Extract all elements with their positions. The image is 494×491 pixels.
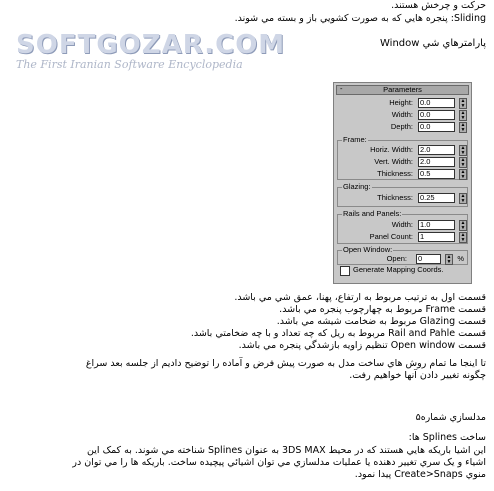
width-spinner[interactable]: ▲ ▼ (460, 110, 466, 121)
open-row (342, 254, 467, 263)
text-line: Sliding: پنجره هايي که به صورت کشويي باز و بسته مي شوند. (234, 13, 486, 24)
rails-width-spinner[interactable]: ▲ ▼ (460, 220, 466, 231)
paragraph-line: قسمت Frame مربوط به چهارچوب پنجره مي باشد. (279, 304, 486, 315)
watermark-brand: SOFTGOZAR.COM (16, 30, 286, 60)
paragraph-line: قسمت Glazing مربوط به ضخامت شيشه مي باشد. (276, 316, 486, 327)
vert-width-field[interactable]: 2.0 (418, 157, 455, 167)
height-row (342, 98, 467, 107)
panel-count-field[interactable]: 1 (418, 232, 455, 242)
frame-group-title: Frame: (343, 135, 367, 144)
watermark-tagline: The First Iranian Software Encyclopedia (16, 58, 243, 71)
panel-count-spinner[interactable]: ▲ ▼ (460, 232, 466, 243)
window-parameters-panel (333, 82, 472, 284)
horiz-width-field[interactable]: 2.0 (418, 145, 455, 155)
vert-width-label: Vert. Width: (374, 157, 413, 166)
vert-width-row (342, 157, 467, 166)
horiz-width-label: Horiz. Width: (370, 145, 413, 154)
frame-thickness-spinner[interactable]: ▲ ▼ (460, 169, 466, 180)
vert-width-spinner[interactable]: ▲ ▼ (460, 157, 466, 168)
paragraph-line: منوي Create>Snaps پيدا نمود. (354, 469, 486, 480)
width-label: Width: (391, 110, 413, 119)
parameters-rollout-header[interactable] (336, 85, 469, 95)
height-label: Height: (389, 98, 413, 107)
panel-count-row (342, 232, 467, 241)
glazing-thickness-field[interactable]: 0.25 (418, 193, 455, 203)
generate-mapping-label: Generate Mapping Coords. (353, 265, 444, 274)
frame-thickness-row (342, 169, 467, 178)
width-field[interactable]: 0.0 (418, 110, 455, 120)
open-label: Open: (386, 254, 407, 263)
paragraph-line: قسمت Rail and Pahle مربوط به ريل که چه تعداد و با چه ضخامتي باشد. (190, 328, 486, 339)
glazing-thickness-spinner[interactable]: ▲ ▼ (460, 193, 466, 204)
rails-panels-group-title: Rails and Panels: (343, 209, 402, 218)
glazing-thickness-label: Thickness: (377, 193, 413, 202)
rollout-title: Parameters (383, 85, 422, 94)
horiz-width-spinner[interactable]: ▲ ▼ (460, 145, 466, 156)
paragraph-line: چگونه تغيير دادن آنها خواهيم رفت. (349, 370, 486, 381)
open-spinner[interactable]: ▲ ▼ (446, 254, 452, 265)
subsection-heading: ساخت Splines ها: (408, 432, 486, 443)
depth-field[interactable]: 0.0 (418, 122, 455, 132)
paragraph-line: تا اينجا ما تمام روش هاي ساخت مدل به صورت پيش فرض و آماده را توضيح داديم از جلسه بعد سراغ (85, 358, 486, 369)
depth-label: Depth: (390, 122, 413, 131)
section-heading: مدلسازي شماره۵ (415, 412, 486, 423)
section-heading: پارامترهاي شي Window (380, 38, 486, 49)
frame-thickness-field[interactable]: 0.5 (418, 169, 455, 179)
open-field[interactable]: 0 (416, 254, 441, 264)
width-row (342, 110, 467, 119)
frame-thickness-label: Thickness: (377, 169, 413, 178)
open-window-group-title: Open Window: (343, 245, 393, 254)
generate-mapping-checkbox[interactable] (340, 266, 350, 276)
depth-spinner[interactable]: ▲ ▼ (460, 122, 466, 133)
glazing-group-title: Glazing: (343, 182, 371, 191)
paragraph-line: اين اشيا باريکه هايي هستند که در محيط 3DS MAX به عنوان Splines شناخته مي شوند. به کمک اين (87, 445, 486, 456)
height-spinner[interactable]: ▲ ▼ (460, 98, 466, 109)
rails-width-row (342, 220, 467, 229)
rails-width-label: Width: (391, 220, 413, 229)
paragraph-line: اشياء و يک سري تغيير دهنده يا عمليات مدلسازي مي توان اشيائي پيچيده ساخت. باريکه ها را مي توان در (72, 457, 486, 468)
rails-width-field[interactable]: 1.0 (418, 220, 455, 230)
paragraph-line: قسمت اول به ترتيب مربوط به ارتفاع، پهنا، عمق شي مي باشد. (234, 292, 486, 303)
text-line: حرکت و چرخش هستند. (391, 0, 486, 11)
glazing-thickness-row (342, 193, 467, 202)
open-unit: % (457, 254, 464, 263)
height-field[interactable]: 0.0 (418, 98, 455, 108)
horiz-width-row (342, 145, 467, 154)
paragraph-line: قسمت Open window تنظيم زاويه بازشدگي پنجره مي باشد. (238, 340, 486, 351)
panel-count-label: Panel Count: (369, 232, 413, 241)
collapse-icon[interactable]: - (340, 84, 343, 93)
depth-row (342, 122, 467, 131)
